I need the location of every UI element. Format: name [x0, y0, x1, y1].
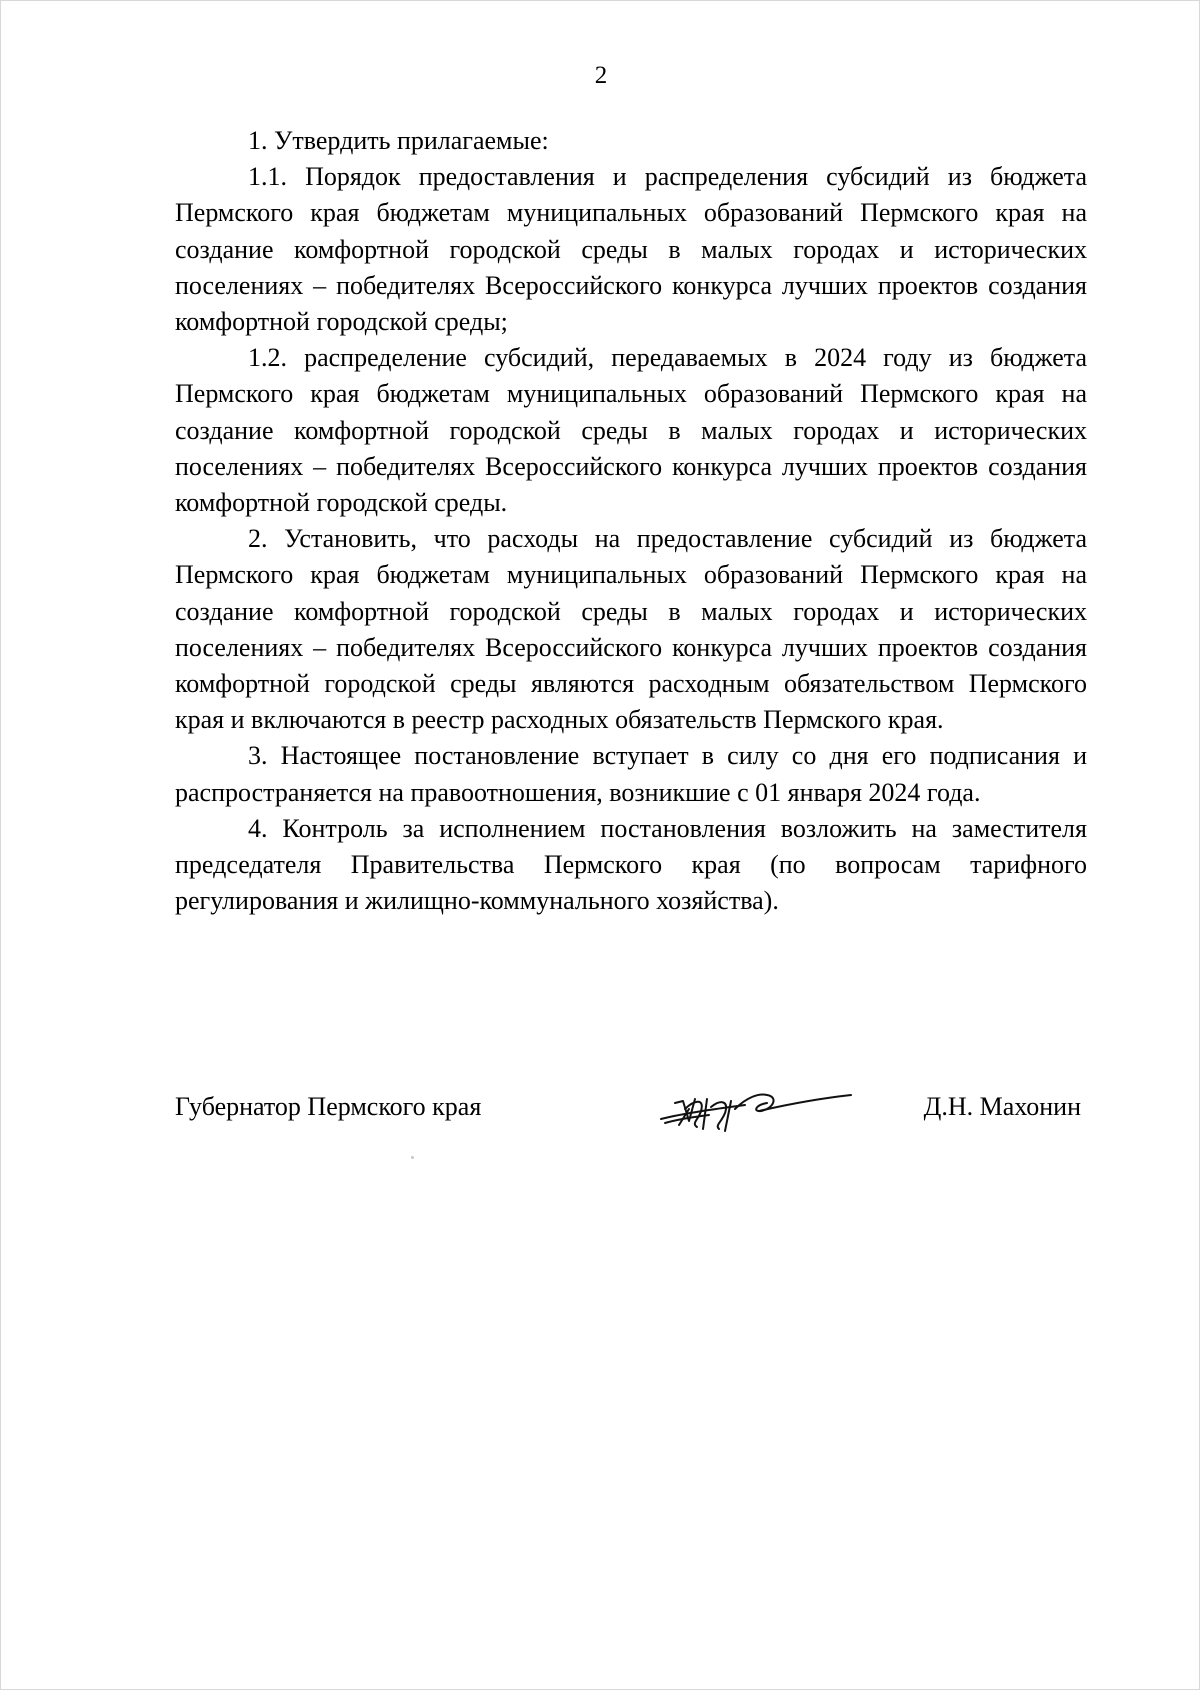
page-number: 2	[594, 62, 608, 89]
paragraph-approve: 1. Утвердить прилагаемые:	[248, 126, 549, 155]
signature-block	[175, 1079, 1087, 1139]
paragraph-1-2: 1.2. распределение субсидий, передаваемых в 2024 году из бюджета Пермского края бюджетам муниципальных образований Пермского края на создание комфортной городской среды в малых городах и исторических поселениях – победителях Всероссийского конкурса лучших проектов создания комфортной городской среды.	[175, 343, 1087, 518]
handwritten-signature	[655, 1079, 855, 1137]
paragraph-2: 2. Установить, что расходы на предоставление субсидий из бюджета Пермского края бюджетам муниципальных образований Пермского края на создание комфортной городской среды в малых городах и исторических поселениях – победителях Всероссийского конкурса лучших проектов создания комфортной городской среды являются расходным обязательством Пермского края и включаются в реестр расходных обязательств Пермского края.	[175, 524, 1087, 735]
signatory-name: Д.Н. Махонин	[923, 1092, 1081, 1121]
signatory-position: Губернатор Пермского края	[175, 1092, 482, 1121]
document-body	[175, 123, 1087, 919]
paragraph-1-1: 1.1. Порядок предоставления и распределения субсидий из бюджета Пермского края бюджетам муниципальных образований Пермского края на создание комфортной городской среды в малых городах и исторических поселениях – победителях Всероссийского конкурса лучших проектов создания комфортной городской среды;	[175, 162, 1087, 337]
paragraph-4: 4. Контроль за исполнением постановления возложить на заместителя председателя Правительства Пермского края (по вопросам тарифного регулирования и жилищно-коммунального хозяйства).	[175, 813, 1087, 916]
scan-speck	[411, 1156, 414, 1159]
paragraph-3: 3. Настоящее постановление вступает в силу со дня его подписания и распространяется на правоотношения, возникшие с 01 января 2024 года.	[175, 741, 1087, 807]
